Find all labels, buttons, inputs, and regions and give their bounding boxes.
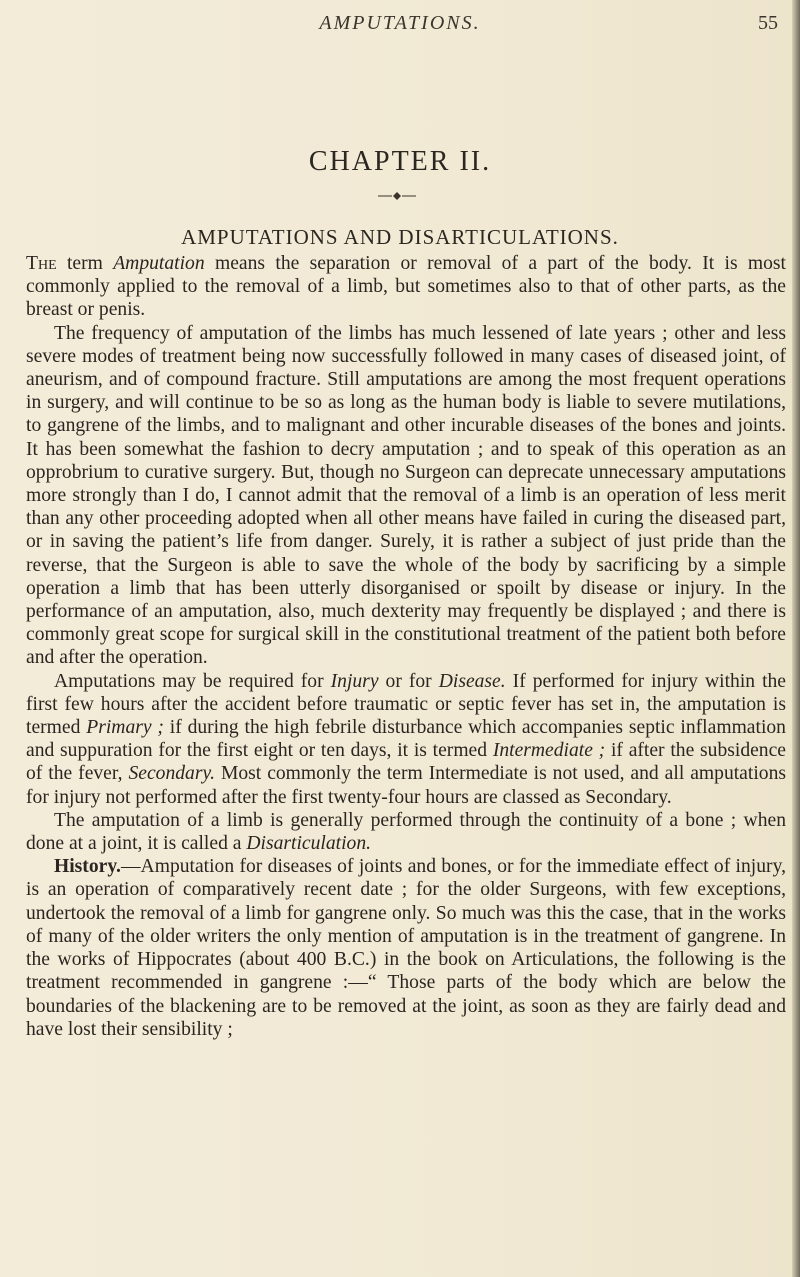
paragraph-1 (26, 252, 786, 322)
history-heading: History. (54, 856, 121, 878)
term-injury: Injury (330, 670, 379, 692)
p1-text-a: term (56, 253, 114, 274)
paragraph-4 (26, 809, 786, 855)
p3-text-b: or for (378, 670, 439, 692)
p5-text: —Amputation for diseases of joints and bones, or for the immediate effect of injury, is an operation of comparatively recent date ; for the older Surgeons, with few exceptions, undertook the removal of a limb for gangrene only. So much was this the case, that in the works of many of the older writers the only mention of amputation is in the treatment of gangrene. In the works of Hippocrates (about 400 B.C.) in the book on Articulations, the following is the treatment recommended in gangrene :—“ Those parts of the body which are below the boundaries of the blackening are to be removed at the joint, as soon as they are fairly dead and have lost their sensibility ; (26, 856, 786, 1040)
body-text (26, 252, 786, 1041)
term-disarticulation: Disarticulation. (246, 833, 372, 855)
term-secondary: Secondary. (128, 763, 215, 785)
paragraph-5 (26, 855, 786, 1041)
p3-text-a: Amputations may be required for (54, 670, 331, 692)
p4-text-a: The amputation of a limb is generally performed through the continuity of a bone ; when done at a joint, it is called a (26, 809, 786, 855)
diamond-rule-icon (376, 190, 418, 202)
lead-word: The (26, 253, 57, 274)
term-intermediate: Intermediate ; (492, 740, 606, 762)
section-title: AMPUTATIONS AND DISARTICULATIONS. (181, 225, 619, 249)
p3-text-d: if during the high febrile disturbance which accompanies septic inflammation and suppuration for the first eight or ten days, it is termed (26, 717, 786, 762)
paragraph-3 (26, 670, 786, 809)
p3-text-f: Most commonly the term Intermediate is not used, and all amputations for injury not performed after the first twenty-four hours are classed as Secondary. (26, 763, 786, 808)
term-primary: Primary ; (86, 717, 164, 739)
p3-text-c: If performed for injury within the first few hours after the accident before traumatic or septic fever has set in, the amputation is termed (26, 670, 787, 739)
paragraph-2: The frequency of amputation of the limbs has much lessened of late years ; other and less severe modes of treatment being now successfully followed in many cases of diseased joint, of aneurism, and of compound fracture. Still amputations are among the most frequent operations in surgery, and will continue to be so as long as the human body is liable to severe mutilations, to gangrene of the limbs, and to malignant and other incurable diseases of the bones and joints. It has been somewhat the fashion to decry amputation ; and to speak of this operation as an opprobrium to curative surgery. But, though no Surgeon can deprecate unnecessary amputations more strongly than I do, I cannot admit that the removal of a limb is an operation of less merit than any other proceeding adopted when all other means have failed in curing the diseased part, or in saving the patient’s life from danger. Surely, it is rather a subject of just pride than the reverse, that the Surgeon is able to save the whole of the body by sacrificing by a simple operation a limb that has been utterly disorganised or spoilt by disease or injury. In the performance of an amputation, also, much dexterity may frequently be displayed ; and there is commonly great scope for surgical skill in the constitutional treatment of the patient both before and after the operation. (26, 322, 786, 669)
p3-text-e: if after the subsidence of the fever, (26, 740, 786, 785)
chapter-title: CHAPTER II. (308, 146, 492, 177)
page-number: 55 (758, 12, 778, 34)
running-head: AMPUTATIONS. (319, 12, 481, 34)
p1-text-b: means the separation or removal of a part of the body. It is most commonly applied to the removal of a limb, but sometimes also to that of other parts, as the breast or penis. (26, 253, 787, 321)
term-amputation: Amputation (113, 253, 205, 274)
page-edge-shadow (792, 0, 800, 1277)
term-disease: Disease. (438, 670, 506, 692)
